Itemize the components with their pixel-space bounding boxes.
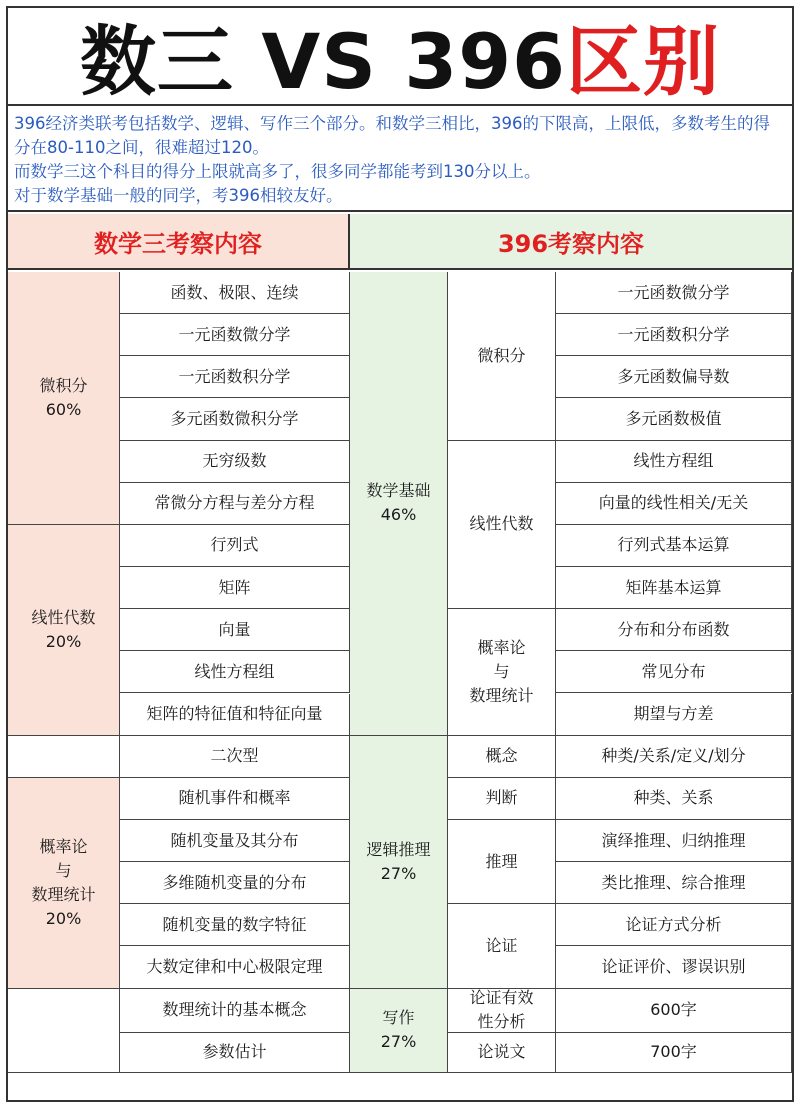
math3-item: 无穷级数 [120, 441, 350, 483]
exam396-detail: 论证方式分析 [556, 904, 792, 946]
exam396-topic-label [477, 1040, 525, 1064]
intro-line: 而数学三这个科目的得分上限就高多了，很多同学都能考到130分以上。 [14, 162, 541, 181]
exam396-detail: 线性方程组 [556, 441, 792, 483]
exam396-topic-label-line: 与 [493, 661, 510, 681]
exam396-section-label [381, 1006, 417, 1054]
exam396-topic [448, 820, 556, 904]
exam396-topic-label [469, 636, 533, 708]
math3-item: 参数估计 [120, 1033, 350, 1073]
math3-item: 一元函数积分学 [120, 356, 350, 398]
exam396-section-label [366, 838, 430, 886]
math3-group-empty [8, 989, 120, 1073]
exam396-topic-label-line: 性分析 [477, 1012, 526, 1032]
exam396-topic-label [485, 744, 517, 768]
math3-group-label-line: 数理统计 [31, 884, 96, 904]
math3-group-2 [8, 778, 120, 989]
math3-header: 数学三考察内容 [8, 214, 350, 270]
exam396-topic-label [485, 850, 517, 874]
math3-group-label [31, 606, 95, 654]
math3-group-empty [8, 736, 120, 778]
exam396-topic-label [477, 344, 525, 368]
exam396-detail: 期望与方差 [556, 694, 792, 736]
exam396-detail: 常见分布 [556, 651, 792, 693]
exam396-topic-label [485, 786, 517, 810]
math3-group-1 [8, 525, 120, 736]
exam396-section-2 [350, 989, 448, 1073]
title-highlight: 区别 [566, 16, 721, 106]
exam396-header: 396考察内容 [350, 214, 792, 270]
exam396-detail: 多元函数偏导数 [556, 356, 792, 398]
exam396-topic-label-line: 微积分 [477, 345, 526, 365]
exam396-detail: 向量的线性相关/无关 [556, 483, 792, 525]
math3-item: 向量 [120, 609, 350, 651]
math3-item: 矩阵的特征值和特征向量 [120, 694, 350, 736]
exam396-detail: 演绎推理、归纳推理 [556, 820, 792, 862]
intro-line: 396经济类联考包括数学、逻辑、写作三个部分。和数学三相比，396的下限高，上限低，多数考生的得分在80-110之间，很难超过120。 [14, 114, 770, 157]
exam396-topic-label-line: 线性代数 [469, 514, 534, 534]
math3-group-label-line: 60% [45, 399, 82, 419]
exam396-topic-label-line: 论说文 [477, 1042, 526, 1062]
math3-group-label-line: 概率论 [39, 836, 88, 856]
exam396-topic [448, 778, 556, 820]
exam396-topic [448, 609, 556, 735]
exam396-section-0 [350, 272, 448, 736]
exam396-topic [448, 272, 556, 441]
math3-group-label-line: 20% [45, 631, 82, 651]
exam396-topic [448, 1033, 556, 1073]
intro-text [8, 104, 792, 212]
exam396-detail: 论证评价、谬误识别 [556, 946, 792, 988]
exam396-topic-label-line: 概念 [485, 746, 518, 766]
exam396-detail: 一元函数积分学 [556, 314, 792, 356]
math3-item: 行列式 [120, 525, 350, 567]
exam396-topic-label [469, 986, 533, 1034]
exam396-section-label [366, 479, 430, 527]
exam396-detail: 种类/关系/定义/划分 [556, 736, 792, 778]
math3-item: 函数、极限、连续 [120, 272, 350, 314]
exam396-section-label-line: 27% [380, 1032, 417, 1052]
exam396-topic-label-line: 论证有效 [469, 988, 534, 1008]
math3-group-label-line: 与 [55, 860, 72, 880]
exam396-topic-label-line: 数理统计 [469, 685, 534, 705]
exam396-detail: 多元函数极值 [556, 398, 792, 440]
math3-item: 常微分方程与差分方程 [120, 483, 350, 525]
exam396-detail: 矩阵基本运算 [556, 567, 792, 609]
exam396-section-label-line: 写作 [382, 1008, 415, 1028]
exam396-detail: 类比推理、综合推理 [556, 862, 792, 904]
exam396-section-label-line: 27% [380, 863, 417, 883]
exam396-section-1 [350, 736, 448, 989]
exam396-detail: 种类、关系 [556, 778, 792, 820]
math3-item: 大数定律和中心极限定理 [120, 946, 350, 988]
exam396-section-label-line: 逻辑推理 [366, 839, 431, 859]
exam396-detail: 600字 [556, 989, 792, 1033]
math3-item: 随机变量及其分布 [120, 820, 350, 862]
exam396-section-label-line: 数学基础 [366, 481, 431, 501]
exam396-topic-label-line: 判断 [485, 788, 518, 808]
page-title [8, 8, 792, 106]
exam396-topic-label-line: 论证 [485, 935, 518, 955]
math3-item: 一元函数微分学 [120, 314, 350, 356]
exam396-topic [448, 989, 556, 1033]
math3-item: 矩阵 [120, 567, 350, 609]
math3-group-label-line: 微积分 [39, 375, 88, 395]
math3-item: 多维随机变量的分布 [120, 862, 350, 904]
math3-group-label [31, 835, 95, 931]
math3-item: 随机变量的数字特征 [120, 904, 350, 946]
exam396-topic-label-line: 推理 [485, 851, 518, 871]
intro-line: 对于数学基础一般的同学，考396相较友好。 [14, 186, 343, 205]
exam396-section-label-line: 46% [380, 505, 417, 525]
exam396-topic-label [469, 512, 533, 536]
math3-group-label-line: 20% [45, 908, 82, 928]
exam396-topic [448, 441, 556, 610]
math3-item: 数理统计的基本概念 [120, 989, 350, 1033]
math3-item: 多元函数微积分学 [120, 398, 350, 440]
exam396-topic-label-line: 概率论 [477, 637, 526, 657]
math3-group-label [39, 374, 87, 422]
exam396-detail: 分布和分布函数 [556, 609, 792, 651]
math3-item: 随机事件和概率 [120, 778, 350, 820]
exam396-topic [448, 736, 556, 778]
exam396-topic-label [485, 934, 517, 958]
math3-group-label-line: 线性代数 [31, 607, 96, 627]
title-main: 数三 VS 396 [79, 16, 567, 106]
exam396-detail: 700字 [556, 1033, 792, 1073]
math3-item: 二次型 [120, 736, 350, 778]
math3-item: 线性方程组 [120, 651, 350, 693]
exam396-detail: 一元函数微分学 [556, 272, 792, 314]
math3-group-0 [8, 272, 120, 525]
exam396-topic [448, 904, 556, 988]
exam396-detail: 行列式基本运算 [556, 525, 792, 567]
